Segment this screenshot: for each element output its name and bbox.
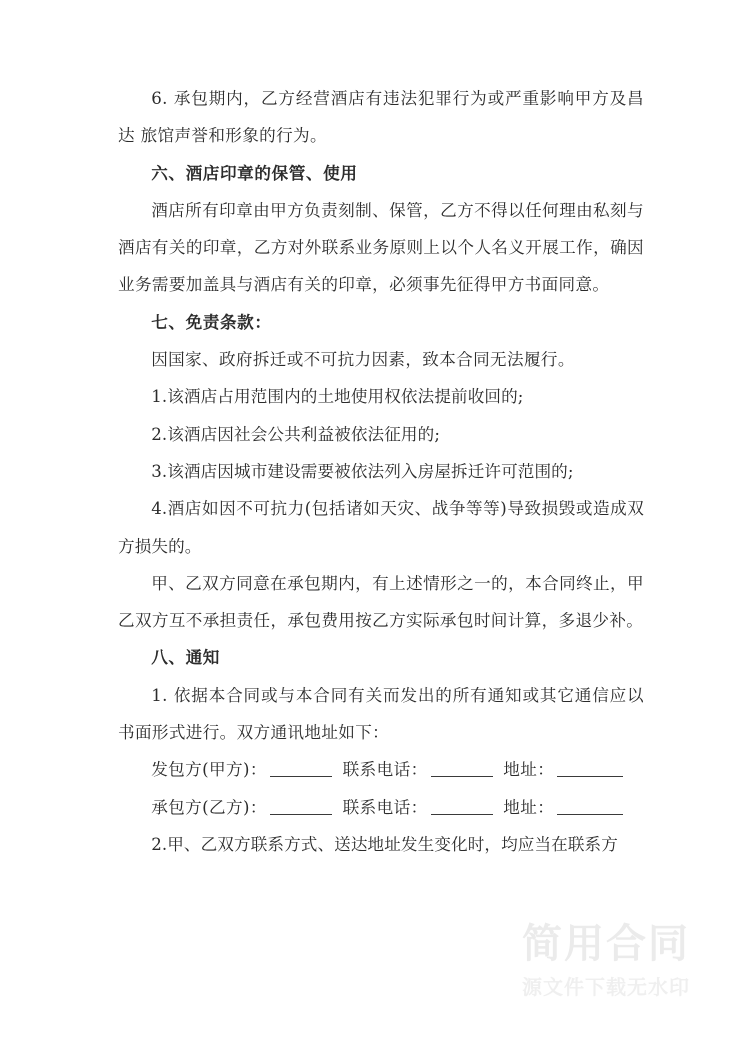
watermark-tagline-text: 源文件下载无水印 [522,975,690,999]
paragraph-exemption-4: 4.酒店如因不可抗力(包括诸如天灾、战争等等)导致损毁或造成双方损失的。 [118,499,644,556]
party-b-phone-field[interactable] [431,814,493,815]
contact-line-party-a [118,751,644,788]
paragraph-notice-1: 1. 依据本合同或与本合同有关而发出的所有通知或其它通信应以书面形式进行。双方通讯地址如下： [118,685,644,743]
paragraph-exemption-1: 1.该酒店占用范围内的土地使用权依法提前收回的; [151,387,524,407]
paragraph-exemption-3: 3.该酒店因城市建设需要被依法列入房屋拆迁许可范围的; [151,461,574,481]
party-b-name-field[interactable] [270,814,332,815]
paragraph-termination: 甲、乙双方同意在承包期内，有上述情形之一的，本合同终止，甲乙双方互不承担责任，承包费用按乙方实际承包时间计算，多退少补。 [118,573,644,631]
watermark-brand-text: 简用合同 [522,921,690,967]
party-a-phone-label: 联系电话： [342,760,428,780]
party-b-address-label: 地址： [503,797,555,817]
watermark [492,921,720,999]
party-b-phone-label: 联系电话： [342,797,428,817]
section-heading-eight: 八、通知 [151,647,220,668]
party-b-address-field[interactable] [557,814,623,815]
paragraph-force-majeure-intro: 因国家、政府拆迁或不可抗力因素，致本合同无法履行。 [151,350,575,370]
party-a-name-field[interactable] [270,776,332,777]
paragraph-exemption-2: 2.该酒店因社会公共利益被依法征用的; [151,424,441,444]
party-a-label: 发包方(甲方)： [151,760,267,780]
section-heading-six: 六、酒店印章的保管、使用 [151,162,358,183]
document-body [118,80,644,863]
paragraph-seal-management: 酒店所有印章由甲方负责刻制、保管，乙方不得以任何理由私刻与酒店有关的印章，乙方对外联系业务原则上以个人名义开展工作，确因业务需要加盖具与酒店有关的印章，必须事先征得甲方书面同意。 [118,200,644,295]
contact-line-party-b [118,789,644,826]
paragraph-clause-6: 6. 承包期内，乙方经营酒店有违法犯罪行为或严重影响甲方及昌达 旅馆声誉和形象的行为。 [118,89,644,146]
party-a-phone-field[interactable] [431,776,493,777]
party-b-label: 承包方(乙方)： [151,797,267,817]
section-heading-seven: 七、免责条款： [151,311,272,332]
paragraph-notice-2: 2.甲、乙双方联系方式、送达地址发生变化时，均应当在联系方 [151,834,618,854]
party-a-address-field[interactable] [557,776,623,777]
party-a-address-label: 地址： [503,760,555,780]
